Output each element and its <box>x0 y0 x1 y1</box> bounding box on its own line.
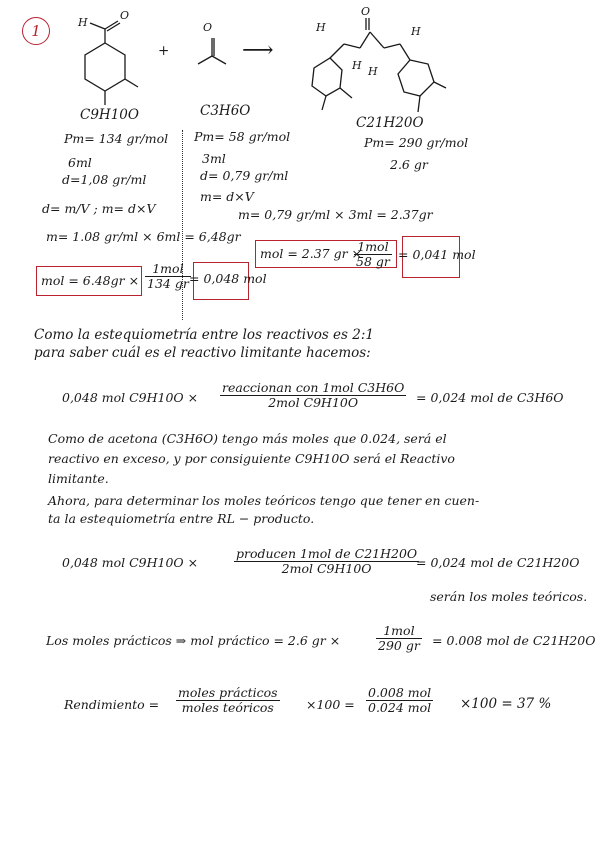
calc2-den: 2mol C9H10O <box>281 561 372 577</box>
calc1-den: 2mol C9H10O <box>268 395 359 411</box>
reactant1-mass-calc: m= 1.08 gr/ml × 6ml = 6,48gr <box>46 229 241 244</box>
product-pm: Pm= 290 gr/mol <box>364 135 469 150</box>
product-h-label-2: H <box>411 25 421 38</box>
product-h-label-4: H <box>368 65 378 78</box>
reactant1-volume: 6ml <box>68 155 92 170</box>
product-o-label: O <box>361 5 371 18</box>
aldehyde-o-label: O <box>120 9 130 22</box>
practical-fraction <box>376 624 422 654</box>
stoichiometry-line-1: Como la estequiometría entre los reactivos es 2:1 <box>34 327 374 343</box>
calc1-num: reaccionan con 1mol C3H6O <box>222 380 405 395</box>
yield-result: ×100 = 37 % <box>460 696 552 712</box>
yield-fraction <box>176 686 280 716</box>
reactant2-mol-left: mol = 2.37 gr × <box>260 246 363 261</box>
aldehyde-h-label: H <box>78 16 88 29</box>
reaction-arrow: ⟶ <box>242 38 274 63</box>
practical-num: 1mol <box>376 624 422 639</box>
reactant2-mol-fraction <box>354 240 392 270</box>
excess-line-1: Como de acetona (C3H6O) tengo más moles que 0.024, será el <box>48 431 447 446</box>
reactant1-density: d=1,08 gr/ml <box>62 172 147 187</box>
yield-value-den: 0.024 mol <box>368 700 432 716</box>
reactant2-formula: C3H6O <box>200 103 251 119</box>
reactant2-volume: 3ml <box>202 151 226 166</box>
theoretical-line-2: ta la estequiometría entre RL − producto. <box>48 511 315 526</box>
reactant2-pm: Pm= 58 gr/mol <box>194 129 291 144</box>
calc2-note: serán los moles teóricos. <box>430 589 588 604</box>
reactant1-pm: Pm= 134 gr/mol <box>64 131 169 146</box>
excess-line-3: limitante. <box>48 471 109 486</box>
reactant1-mol-frac-num: 1mol <box>145 262 191 277</box>
yield-value-num: 0.008 mol <box>368 685 432 700</box>
yield-num: moles prácticos <box>178 685 278 700</box>
practical-den: 290 gr <box>378 638 420 654</box>
reactant2-mol-frac-num: 1mol <box>354 240 392 255</box>
excess-line-2: reactivo en exceso, y por consiguiente C9H10O será el Reactivo <box>48 451 455 466</box>
reactant1-mol-frac-den: 134 gr <box>147 276 189 292</box>
plus-sign: + <box>158 43 170 59</box>
yield-label: Rendimiento = <box>64 697 160 712</box>
yield-den: moles teóricos <box>181 700 274 716</box>
product-formula: C21H20O <box>356 115 424 131</box>
calc1-result: = 0,024 mol de C3H6O <box>416 390 564 405</box>
reactant2-mol-result: = 0,041 mol <box>398 247 476 262</box>
column-divider <box>182 130 187 320</box>
acetone-structure <box>192 22 242 82</box>
calc2-fraction <box>234 547 419 577</box>
reactant2-mass-calc: m= 0,79 gr/ml × 3ml = 2.37gr <box>238 207 433 222</box>
reactant1-mol-left: mol = 6.48gr × <box>41 273 140 288</box>
calc1-left: 0,048 mol C9H10O × <box>62 390 199 405</box>
practical-result: = 0.008 mol de C21H20O <box>432 633 596 648</box>
ketone-o-label: O <box>203 21 213 34</box>
yield-times: ×100 = <box>306 697 355 712</box>
reactant1-formula: C9H10O <box>80 107 139 123</box>
reactant2-mass-eq: m= d×V <box>200 189 254 204</box>
reactant2-mol-frac-den: 58 gr <box>356 254 390 270</box>
product-mass: 2.6 gr <box>390 157 428 172</box>
calc2-result: = 0,024 mol de C21H20O <box>416 555 580 570</box>
product-h-label-1: H <box>316 21 326 34</box>
reactant1-mol-result: = 0,048 mol <box>189 271 267 286</box>
theoretical-line-1: Ahora, para determinar los moles teóricos tengo que tener en cuen- <box>48 493 480 508</box>
problem-number: 1 <box>22 17 50 45</box>
reactant2-density: d= 0,79 gr/ml <box>200 168 289 183</box>
calc1-fraction <box>220 381 406 411</box>
yield-value-fraction <box>366 686 433 716</box>
product-h-label-3: H <box>352 59 362 72</box>
calc2-num: producen 1mol de C21H20O <box>236 546 418 561</box>
stoichiometry-line-2: para saber cuál es el reactivo limitante hacemos: <box>34 345 371 361</box>
practical-left: Los moles prácticos ⇒ mol práctico = 2.6 gr × <box>46 633 341 648</box>
density-equation: d= m/V ; m= d×V <box>42 201 156 216</box>
calc2-left: 0,048 mol C9H10O × <box>62 555 199 570</box>
